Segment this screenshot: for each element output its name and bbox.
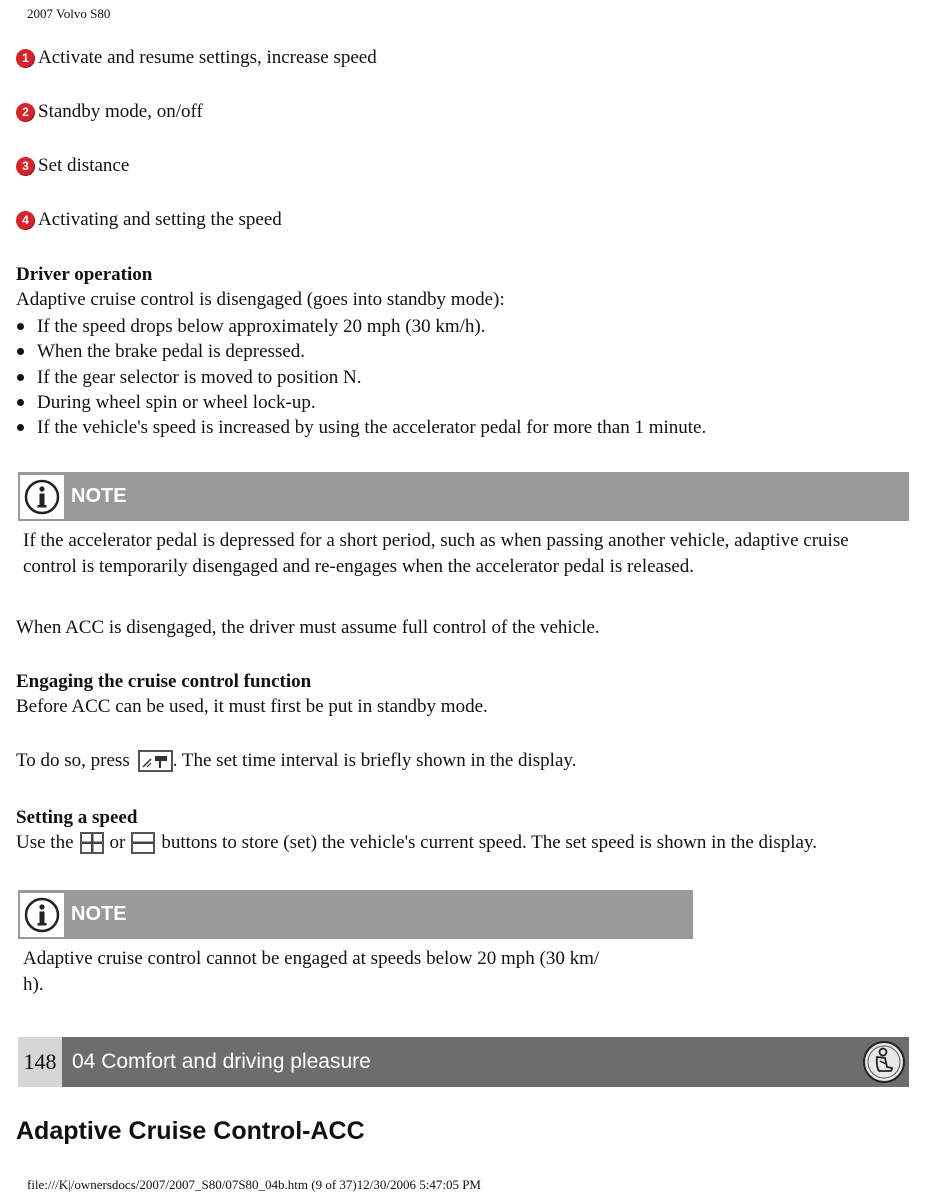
use-the-text: Use the xyxy=(16,832,74,853)
note-bar xyxy=(18,890,693,939)
page-number: 148 xyxy=(18,1037,62,1087)
note-text-line-2: h). xyxy=(23,973,44,995)
note-label: NOTE xyxy=(71,903,127,925)
callout-text-4: Activating and setting the speed xyxy=(38,209,282,230)
list-item-text: If the gear selector is moved to position N. xyxy=(37,366,362,388)
bullet-icon xyxy=(17,399,24,406)
acc-disengaged-text: When ACC is disengaged, the driver must assume full control of the vehicle. xyxy=(16,617,600,638)
chapter-bar xyxy=(18,1037,909,1087)
chapter-title: 04 Comfort and driving pleasure xyxy=(62,1037,859,1087)
note-text-line-1: Adaptive cruise control cannot be engaged at speeds below 20 mph (30 km/ xyxy=(23,948,600,969)
disengage-conditions-list xyxy=(16,314,706,440)
plus-button-icon xyxy=(80,832,104,854)
callout-text-2: Standby mode, on/off xyxy=(38,101,203,122)
callout-item-4 xyxy=(16,208,282,232)
list-item-text: When the brake pedal is depressed. xyxy=(37,341,306,363)
document-header-title: 2007 Volvo S80 xyxy=(27,6,111,21)
list-item xyxy=(16,390,706,415)
info-icon xyxy=(20,893,64,937)
callout-item-1 xyxy=(16,46,377,70)
section-title: Adaptive Cruise Control-ACC xyxy=(16,1117,365,1145)
setting-speed-heading: Setting a speed xyxy=(16,807,138,828)
list-item-text: If the speed drops below approximately 20 mph (30 km/h). xyxy=(37,316,486,337)
list-item-text: If the vehicle's speed is increased by using the accelerator pedal for more than 1 minute. xyxy=(37,417,707,439)
note-bar xyxy=(18,472,909,521)
press-text-after: . The set time interval is briefly shown in the display. xyxy=(172,750,577,771)
bullet-icon xyxy=(17,348,24,355)
note-text: If the accelerator pedal is depressed for a short period, such as when passing another vehicle, adaptive cruise control is temporarily disengaged and re-engages when the accelerator pedal is released. xyxy=(23,530,849,577)
driver-operation-intro: Adaptive cruise control is disengaged (goes into standby mode): xyxy=(16,289,505,310)
press-instruction xyxy=(16,750,576,772)
callout-badge-4: 4 xyxy=(16,211,35,230)
press-text-before: To do so, press xyxy=(16,750,130,771)
or-text: or xyxy=(109,832,126,853)
list-item-text: During wheel spin or wheel lock-up. xyxy=(37,391,316,413)
footer-path: file:///K|/ownersdocs/2007/2007_S80/07S80_04b.htm (9 of 37)12/30/2006 5:47:05 PM xyxy=(27,1177,481,1192)
bullet-icon xyxy=(17,424,24,431)
note-text xyxy=(23,946,599,997)
info-icon xyxy=(20,475,64,519)
minus-button-icon xyxy=(131,832,155,854)
driver-operation-heading: Driver operation xyxy=(16,264,153,285)
callout-item-2 xyxy=(16,100,203,124)
callout-text-1: Activate and resume settings, increase speed xyxy=(38,47,377,68)
list-item xyxy=(16,314,706,339)
callout-item-3 xyxy=(16,154,129,178)
standby-button-icon xyxy=(138,750,173,772)
engaging-text: Before ACC can be used, it must first be put in standby mode. xyxy=(16,696,488,717)
note-label: NOTE xyxy=(71,485,127,507)
setting-speed-text xyxy=(16,832,817,854)
bullet-icon xyxy=(17,374,24,381)
seat-icon xyxy=(859,1037,909,1087)
list-item xyxy=(16,365,706,390)
callout-badge-1: 1 xyxy=(16,49,35,68)
list-item xyxy=(16,415,706,440)
engaging-heading: Engaging the cruise control function xyxy=(16,671,312,692)
callout-badge-3: 3 xyxy=(16,157,35,176)
bullet-icon xyxy=(17,323,24,330)
list-item xyxy=(16,339,706,364)
setting-speed-rest: buttons to store (set) the vehicle's current speed. The set speed is shown in the display. xyxy=(161,832,817,853)
callout-text-3: Set distance xyxy=(38,155,130,176)
callout-badge-2: 2 xyxy=(16,103,35,122)
